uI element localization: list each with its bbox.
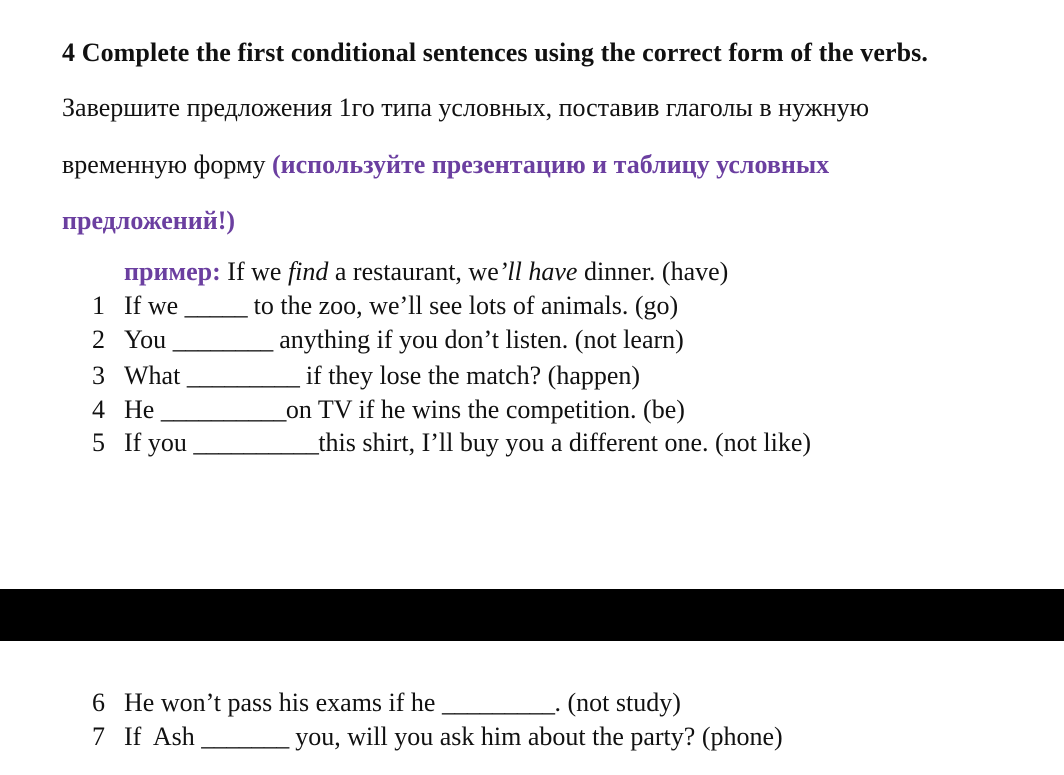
example-part-3: dinner. (have) — [577, 257, 729, 286]
example-sentence — [124, 257, 728, 287]
item-sentence — [124, 325, 684, 355]
item-before: If Ash — [124, 722, 202, 751]
exercise-item — [92, 688, 681, 722]
exercise-item — [92, 428, 812, 462]
answer-blank[interactable]: _________ — [186, 361, 300, 390]
example-part-2: a restaurant, we — [328, 257, 499, 286]
item-after: if they lose the match? (happen) — [299, 361, 641, 390]
item-after: you, will you ask him about the party? (phone) — [288, 722, 783, 751]
black-divider-bar — [0, 589, 1064, 641]
item-before: You — [124, 325, 173, 354]
item-number: 5 — [92, 428, 105, 457]
item-before: If you — [124, 428, 194, 457]
item-after: to the zoo, we’ll see lots of animals. (go) — [247, 291, 679, 320]
answer-blank[interactable]: _________ — [441, 688, 555, 717]
item-number: 4 — [92, 395, 105, 424]
item-sentence — [124, 722, 783, 752]
instruction-hint: (используйте презентацию и таблицу условных — [271, 150, 830, 179]
exercise-heading: 4 Complete the first conditional sentences using the correct form of the verbs. — [62, 38, 928, 67]
exercise-item — [92, 361, 641, 395]
item-after: . (not study) — [554, 688, 681, 717]
instruction-hint-continued: предложений!) — [62, 206, 236, 235]
example-verb-2: ’ll have — [498, 257, 578, 286]
item-sentence — [124, 361, 640, 391]
exercise-item — [92, 722, 783, 756]
answer-blank[interactable]: ________ — [172, 325, 273, 354]
item-number: 1 — [92, 291, 105, 320]
item-after: on TV if he wins the competition. (be) — [285, 395, 685, 424]
exercise-item — [92, 325, 684, 359]
item-before: If we — [124, 291, 185, 320]
item-sentence — [124, 428, 811, 458]
example-part-1: If we — [220, 257, 288, 286]
item-number: 2 — [92, 325, 105, 354]
instruction-line-2 — [62, 150, 829, 180]
example-verb-1: find — [287, 257, 329, 286]
item-before: He — [124, 395, 161, 424]
item-before: He won’t pass his exams if he — [124, 688, 442, 717]
answer-blank[interactable]: __________ — [160, 395, 286, 424]
exercise-item — [92, 395, 685, 429]
item-sentence — [124, 688, 681, 718]
item-number: 3 — [92, 361, 105, 390]
item-sentence — [124, 395, 685, 425]
item-sentence — [124, 291, 678, 321]
item-number: 7 — [92, 722, 105, 751]
item-after: this shirt, I’ll buy you a different one. (not like) — [318, 428, 812, 457]
answer-blank[interactable]: _____ — [184, 291, 248, 320]
instruction-line-1: Завершите предложения 1го типа условных, поставив глаголы в нужную — [62, 93, 870, 122]
example-label: пример: — [124, 257, 221, 286]
answer-blank[interactable]: __________ — [193, 428, 319, 457]
instruction-line-2-text: временную форму — [62, 150, 272, 179]
exercise-item — [92, 291, 679, 325]
item-number: 6 — [92, 688, 105, 717]
item-after: anything if you don’t listen. (not learn) — [272, 325, 684, 354]
answer-blank[interactable]: _______ — [201, 722, 289, 751]
item-before: What — [124, 361, 187, 390]
